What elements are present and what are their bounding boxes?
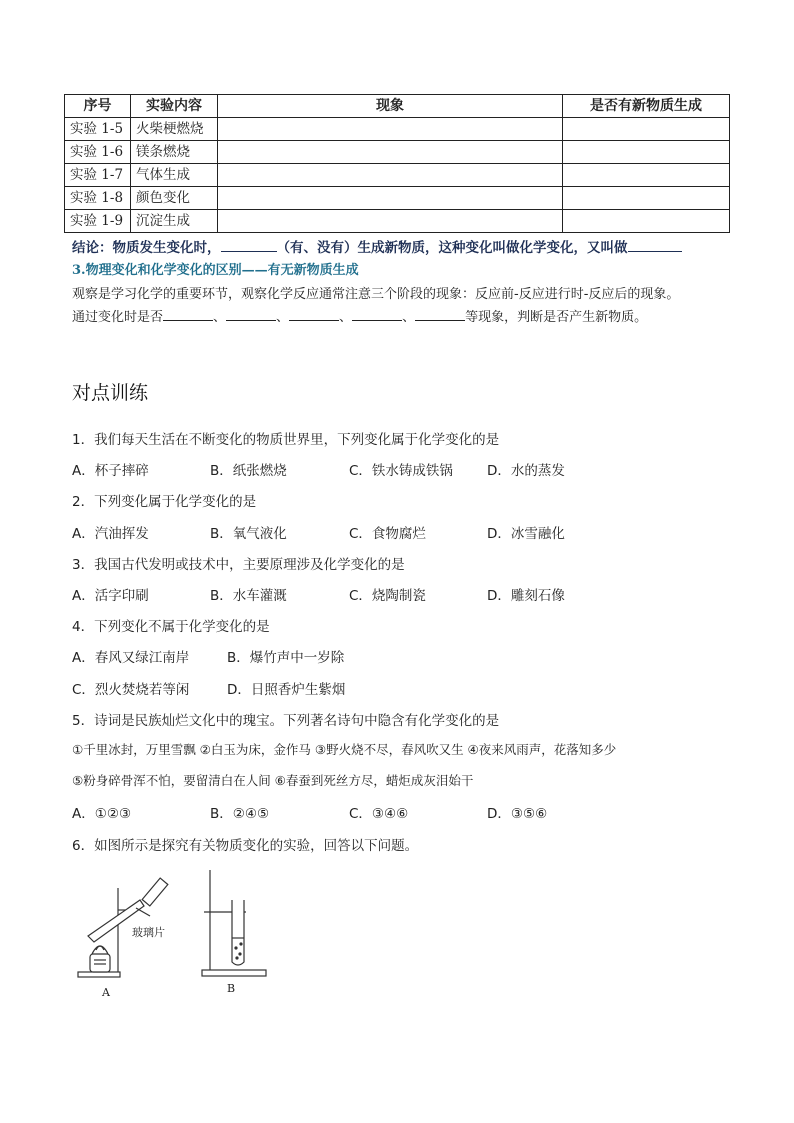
cell-number: 实验 1-5: [65, 118, 131, 141]
observe-sep: 、: [402, 310, 416, 325]
observe-blank[interactable]: [415, 307, 465, 321]
conclusion-blank-1[interactable]: [221, 237, 277, 252]
test-tube-b: [232, 900, 244, 965]
conclusion-line: [72, 236, 682, 256]
observe-prefix: 通过变化时是否: [72, 310, 164, 325]
header-new-substance: 是否有新物质生成: [563, 95, 730, 118]
cell-new-substance[interactable]: [563, 141, 730, 164]
stand-b-foot: [202, 970, 266, 976]
conclusion-part2: （有、没有）生成新物质，这种变化叫做化学变化，又叫做: [276, 240, 628, 256]
question-3-stem: 3．我国古代发明或技术中，主要原理涉及化学变化的是: [72, 557, 405, 573]
cell-number: 实验 1-7: [65, 164, 131, 187]
conclusion-blank-2[interactable]: [628, 237, 682, 252]
cell-content: 火柴梗燃烧: [130, 118, 217, 141]
q5-poem-line-1: ①千里冰封，万里雪飘 ②白玉为床，金作马 ③野火烧不尽，春风吹又生 ④夜来风雨声，花落知多少: [72, 742, 617, 757]
q4-option-d[interactable]: D．日照香炉生紫烟: [227, 682, 346, 698]
q1-option-a[interactable]: A．杯子摔碎: [72, 463, 149, 479]
q1-option-c[interactable]: C．铁水铸成铁锅: [349, 463, 453, 479]
q1-option-d[interactable]: D．水的蒸发: [487, 463, 565, 479]
observe-blank[interactable]: [289, 307, 339, 321]
question-4-stem: 4．下列变化不属于化学变化的是: [72, 619, 270, 635]
precipitate-dot: [240, 943, 242, 945]
precipitate-dot: [235, 947, 237, 949]
observe-blank[interactable]: [163, 307, 213, 321]
question-6-stem: 6．如图所示是探究有关物质变化的实验，回答以下问题。: [72, 838, 419, 854]
glass-plate-label: 玻璃片: [132, 926, 165, 939]
q3-option-a[interactable]: A．活字印刷: [72, 588, 149, 604]
cell-number: 实验 1-9: [65, 210, 131, 233]
glass-label-pointer: [136, 908, 150, 916]
figure-label-a: A: [102, 986, 110, 999]
observe-line-2: [72, 306, 647, 325]
q4-option-a[interactable]: A．春风又绿江南岸: [72, 650, 190, 666]
observe-blank[interactable]: [226, 307, 276, 321]
cell-content: 沉淀生成: [130, 210, 217, 233]
apparatus-drawing: [70, 868, 280, 1003]
q2-option-d[interactable]: D．冰雪融化: [487, 526, 565, 542]
cell-number: 实验 1-6: [65, 141, 131, 164]
cell-content: 颜色变化: [130, 187, 217, 210]
q3-option-c[interactable]: C．烧陶制瓷: [349, 588, 426, 604]
conclusion-part1: 结论：物质发生变化时，: [72, 240, 221, 256]
table-row: [65, 164, 730, 187]
q4-option-c[interactable]: C．烈火焚烧若等闲: [72, 682, 190, 698]
precipitate-dot: [236, 957, 238, 959]
q3-option-d[interactable]: D．雕刻石像: [487, 588, 565, 604]
table-row: [65, 141, 730, 164]
q5-poem-line-2: ⑤粉身碎骨浑不怕，要留清白在人间 ⑥春蚕到死丝方尽，蜡炬成灰泪始干: [72, 773, 474, 788]
table-row: [65, 210, 730, 233]
precipitate-dot: [239, 953, 241, 955]
header-phenomenon: 现象: [217, 95, 562, 118]
observe-blank[interactable]: [352, 307, 402, 321]
cell-new-substance[interactable]: [563, 187, 730, 210]
experiment-table: [64, 94, 730, 233]
cell-new-substance[interactable]: [563, 118, 730, 141]
cell-new-substance[interactable]: [563, 210, 730, 233]
q5-option-d[interactable]: D．③⑤⑥: [487, 806, 548, 822]
cell-content: 气体生成: [130, 164, 217, 187]
q1-option-b[interactable]: B．纸张燃烧: [210, 463, 287, 479]
q2-option-c[interactable]: C．食物腐烂: [349, 526, 426, 542]
q4-option-b[interactable]: B．爆竹声中一岁除: [227, 650, 345, 666]
cell-phenomenon[interactable]: [217, 141, 562, 164]
cell-phenomenon[interactable]: [217, 187, 562, 210]
table-row: [65, 187, 730, 210]
question-5-stem: 5．诗词是民族灿烂文化中的瑰宝。下列著名诗句中隐含有化学变化的是: [72, 713, 500, 729]
q5-option-b[interactable]: B．②④⑤: [210, 806, 270, 822]
table-header-row: [65, 95, 730, 118]
observe-sep: 、: [339, 310, 353, 325]
cell-phenomenon[interactable]: [217, 210, 562, 233]
header-number: 序号: [65, 95, 131, 118]
table-row: [65, 118, 730, 141]
alcohol-lamp: [90, 954, 110, 972]
cell-number: 实验 1-8: [65, 187, 131, 210]
q3-option-b[interactable]: B．水车灌溉: [210, 588, 287, 604]
glass-plate: [142, 878, 168, 906]
question-1-stem: 1．我们每天生活在不断变化的物质世界里，下列变化属于化学变化的是: [72, 432, 500, 448]
experiment-figure: [70, 868, 280, 1003]
q5-option-a[interactable]: A．①②③: [72, 806, 132, 822]
cell-content: 镁条燃烧: [130, 141, 217, 164]
q2-option-a[interactable]: A．汽油挥发: [72, 526, 149, 542]
cell-new-substance[interactable]: [563, 164, 730, 187]
section-3-title: 3.物理变化和化学变化的区别——有无新物质生成: [72, 263, 359, 278]
cell-phenomenon[interactable]: [217, 164, 562, 187]
observe-sep: 、: [213, 310, 227, 325]
stand-a-foot: [78, 972, 120, 977]
question-2-stem: 2．下列变化属于化学变化的是: [72, 494, 257, 510]
figure-label-b: B: [227, 982, 236, 995]
cell-phenomenon[interactable]: [217, 118, 562, 141]
lamp-flame: [92, 946, 108, 954]
q5-option-c[interactable]: C．③④⑥: [349, 806, 409, 822]
observe-line-1: 观察是学习化学的重要环节，观察化学反应通常注意三个阶段的现象：反应前-反应进行时-反应后的现象。: [72, 287, 680, 302]
observe-sep: 、: [276, 310, 290, 325]
q2-option-b[interactable]: B．氧气液化: [210, 526, 287, 542]
observe-suffix: 等现象，判断是否产生新物质。: [465, 310, 648, 325]
header-content: 实验内容: [130, 95, 217, 118]
practice-heading: 对点训练: [72, 382, 149, 404]
